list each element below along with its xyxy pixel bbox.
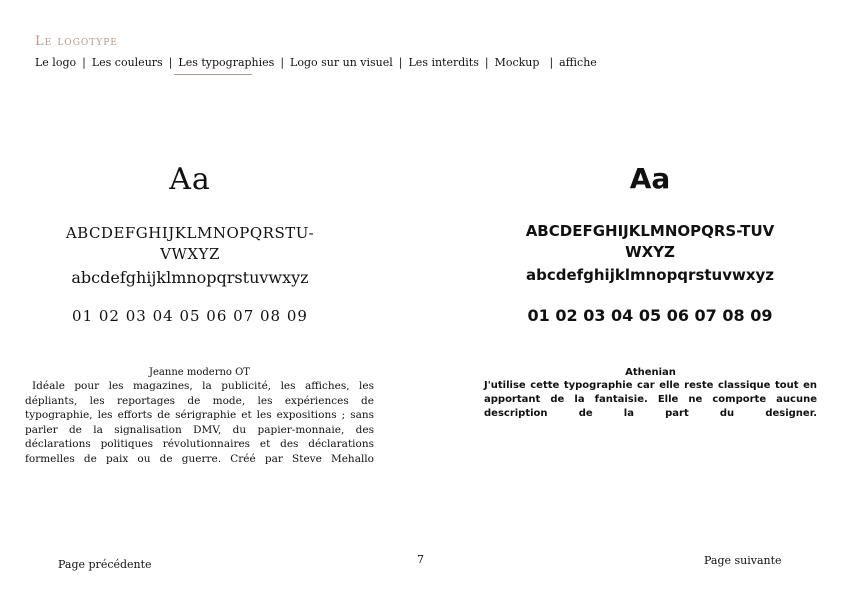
font-sample-aa: Aa — [169, 162, 211, 197]
font-sample-aa: Aa — [629, 162, 671, 195]
nav-separator: | — [398, 56, 403, 69]
top-navigation — [35, 56, 597, 72]
font-name: Jeanne moderno OT — [149, 367, 250, 378]
previous-page-link[interactable]: Page précédente — [58, 558, 152, 571]
font-digits: 01 02 03 04 05 06 07 08 09 — [72, 307, 308, 325]
nav-separator: | — [82, 56, 86, 69]
nav-link-affiche[interactable]: affiche — [559, 56, 597, 69]
font-specimen-athenian — [500, 150, 800, 325]
nav-link-mockup[interactable]: Mockup — [494, 56, 540, 69]
page-number: 7 — [417, 553, 424, 566]
font-description-athenian — [484, 367, 817, 421]
font-digits: 01 02 03 04 05 06 07 08 09 — [527, 306, 773, 325]
nav-separator: | — [280, 56, 285, 69]
font-description-text: J'utilise cette typographie car elle reste classique tout en apportant de la fantaisie. Elle ne comporte aucune description de la part du designer. — [484, 380, 817, 419]
font-description-jeanne — [25, 367, 374, 466]
nav-separator: | — [168, 56, 173, 69]
font-lowercase-alphabet: abcdefghijklmnopqrstuvwxyz — [525, 266, 775, 284]
nav-link-logo-visuel[interactable]: Logo sur un visuel — [290, 56, 393, 69]
font-uppercase-alphabet: ABCDEFGHIJKLMNOPQRS-TUVWXYZ — [525, 222, 775, 261]
font-uppercase-alphabet: ABCDEFGHIJKLMNOPQRSTU-VWXYZ — [65, 224, 315, 263]
nav-link-typographies[interactable]: Les typographies — [178, 56, 275, 69]
next-page-link[interactable]: Page suivante — [704, 554, 782, 567]
nav-link-couleurs[interactable]: Les couleurs — [91, 56, 163, 69]
nav-link-interdits[interactable]: Les interdits — [408, 56, 479, 69]
section-title: Le logotype — [35, 34, 118, 49]
font-specimen-jeanne — [40, 150, 340, 325]
nav-link-logo[interactable]: Le logo — [35, 56, 77, 69]
font-lowercase-alphabet: abcdefghijklmnopqrstuvwxyz — [71, 268, 309, 287]
nav-separator: | — [484, 56, 489, 69]
font-name: Athenian — [625, 367, 676, 378]
nav-separator: | — [549, 56, 554, 69]
font-description-text: Idéale pour les magazines, la publicité, les affiches, les dépliants, les reportages de mode, les expériences de typographie, les efforts de sérigraphie et les expositions ; sans parler de la signalisation DMV, du papier-monnaie, des déclarations politiques révolutionnaires et des déclarations formelles de paix ou de guerre. Créé par Steve Mehallo — [25, 380, 374, 465]
